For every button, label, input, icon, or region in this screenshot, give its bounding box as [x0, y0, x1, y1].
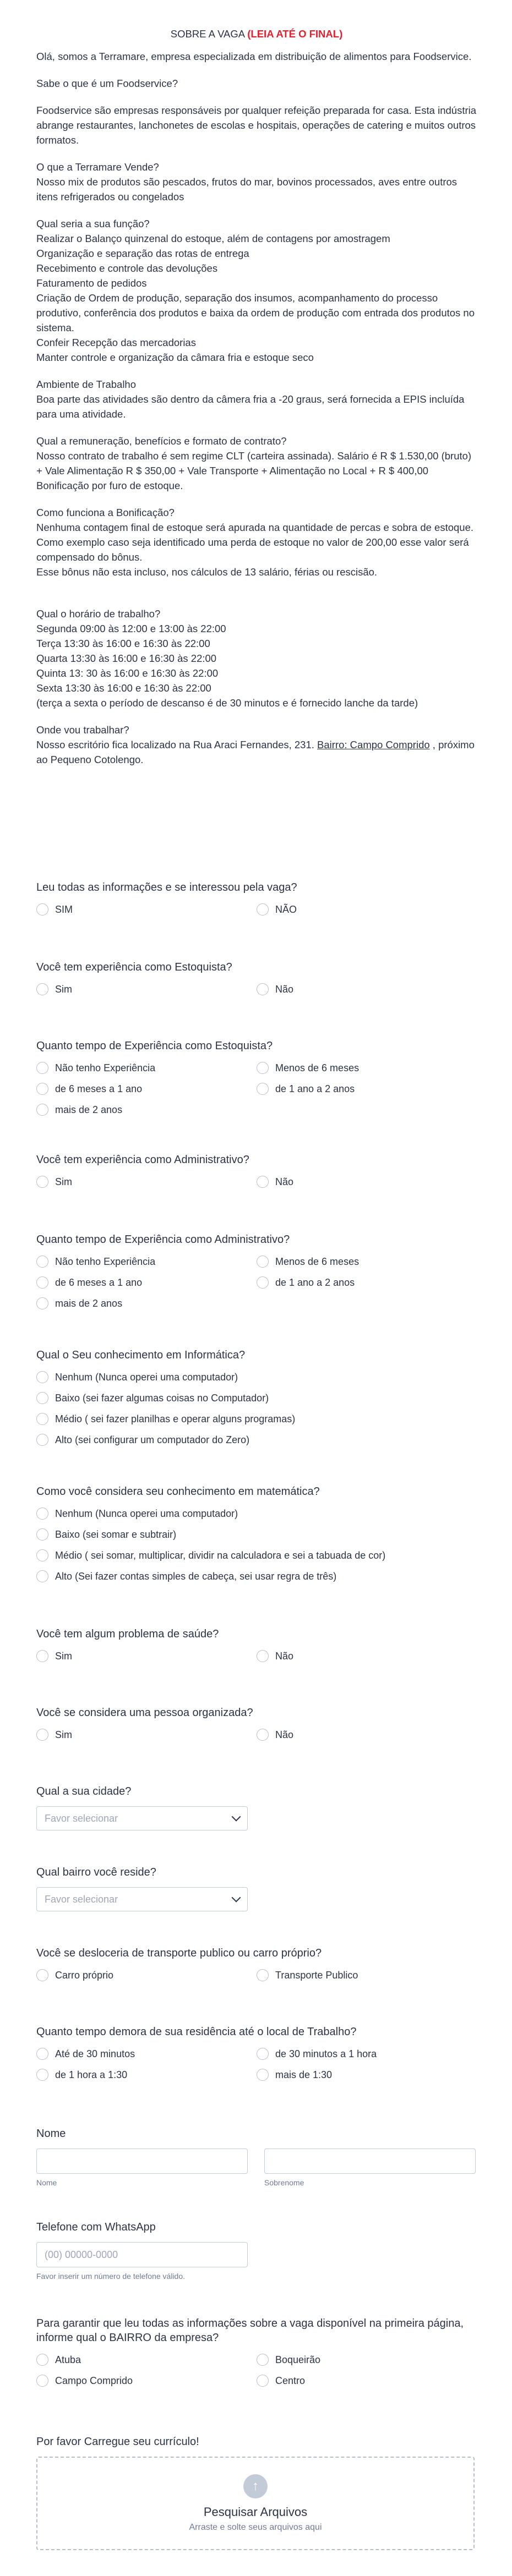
option-label: de 30 minutos a 1 hora: [275, 2048, 377, 2059]
radio-option[interactable]: [36, 1296, 185, 1311]
option-label: Menos de 6 meses: [275, 1062, 360, 1073]
radio-circle[interactable]: [257, 1083, 269, 1095]
chevron-down-icon: [232, 1893, 241, 1903]
radio-option[interactable]: [36, 1506, 422, 1521]
option-label: Sim: [55, 983, 72, 995]
option-label: de 6 meses a 1 ano: [55, 1276, 143, 1288]
radio-circle[interactable]: [36, 1297, 48, 1309]
radio-option[interactable]: [257, 1275, 405, 1290]
radio-option[interactable]: [36, 1968, 185, 1982]
intro-paragraph: Qual o horário de trabalho? Segunda 09:00 às 12:00 e 13:00 às 22:00 Terça 13:30 às 16:00 e 16:30 às 22:00 Quarta 13:30 às 16:00 e 16:30 às 22:00 Quinta 13: 30 às 16:00 e 16:30 às 22:00 Sexta 13:30 às 16:00 e 16:30 às 22:00 (terça a sexta o período de descanso é de 30 minutos e é fornecido lanche da tarde): [36, 608, 418, 709]
radio-option[interactable]: [257, 1968, 405, 1982]
radio-option[interactable]: [36, 902, 185, 917]
radio-option[interactable]: [36, 2068, 185, 2082]
neighborhood-select[interactable]: [36, 1887, 248, 1911]
question-admin-time: [36, 1232, 488, 1311]
upload-button-label[interactable]: Pesquisar Arquivos: [203, 2505, 308, 2519]
location-link[interactable]: Bairro: Campo Comprido: [317, 739, 430, 750]
radio-option[interactable]: [257, 1649, 405, 1663]
question-resume-upload: [36, 2435, 488, 2550]
question-transport: [36, 1946, 488, 1982]
option-label: Até de 30 minutos: [55, 2048, 135, 2059]
option-label: Não: [275, 983, 294, 995]
question-label: Leu todas as informações e se interessou pela vaga?: [36, 881, 297, 894]
radio-circle[interactable]: [257, 2354, 269, 2366]
question-label: Qual o Seu conhecimento em Informática?: [36, 1349, 246, 1361]
radio-option[interactable]: [257, 1254, 405, 1269]
radio-option[interactable]: [36, 2047, 185, 2061]
phone-help: Favor inserir um número de telefone válido.: [36, 2272, 186, 2281]
intro-paragraph: Sabe o que é um Foodservice?: [36, 78, 178, 89]
question-health: [36, 1627, 488, 1663]
upload-hint: Arraste e solte seus arquivos aqui: [189, 2523, 322, 2532]
radio-circle[interactable]: [36, 1729, 48, 1741]
radio-circle[interactable]: [257, 1256, 269, 1268]
option-label: de 6 meses a 1 ano: [55, 1083, 143, 1094]
radio-circle[interactable]: [257, 2375, 269, 2387]
radio-option[interactable]: [36, 1548, 422, 1563]
radio-option[interactable]: [36, 2353, 185, 2367]
question-label: Por favor Carregue seu currículo!: [36, 2436, 199, 2448]
question-interest: [36, 880, 488, 917]
radio-circle[interactable]: [36, 903, 48, 916]
radio-circle[interactable]: [36, 1528, 48, 1541]
radio-option[interactable]: [36, 1082, 185, 1096]
radio-option[interactable]: [36, 1370, 422, 1384]
option-label: Nenhum (Nunca operei uma computador): [55, 1508, 238, 1519]
option-label: Médio ( sei fazer planilhas e operar alguns programas): [55, 1413, 296, 1424]
question-company-neighborhood: [36, 2316, 488, 2388]
question-label: Você tem experiência como Estoquista?: [36, 961, 232, 973]
question-commute-time: [36, 2025, 488, 2082]
radio-circle[interactable]: [257, 1176, 269, 1188]
radio-circle[interactable]: [36, 983, 48, 995]
radio-option[interactable]: [257, 1728, 405, 1742]
radio-option[interactable]: [257, 2353, 405, 2367]
question-name: [36, 2126, 488, 2187]
question-stock-time: [36, 1039, 488, 1117]
radio-circle[interactable]: [36, 2069, 48, 2081]
radio-circle[interactable]: [36, 1508, 48, 1520]
radio-circle[interactable]: [257, 2048, 269, 2060]
phone-placeholder: (00) 00000-0000: [45, 2249, 118, 2260]
radio-option[interactable]: [36, 1412, 422, 1426]
option-label: mais de 2 anos: [55, 1297, 123, 1309]
option-label: Sim: [55, 1176, 72, 1187]
option-label: de 1 hora a 1:30: [55, 2069, 128, 2080]
radio-option[interactable]: [257, 1082, 405, 1096]
radio-circle[interactable]: [257, 1969, 269, 1981]
radio-circle[interactable]: [257, 983, 269, 995]
option-label: Alto (sei configurar um computador do Zero): [55, 1434, 250, 1445]
option-label: Não: [275, 1176, 294, 1187]
option-label: Não: [275, 1729, 294, 1740]
question-label: Para garantir que leu todas as informações sobre a vaga disponível na primeira página, informe qual o BAIRRO da empresa?: [36, 2317, 464, 2344]
radio-circle[interactable]: [36, 1570, 48, 1582]
radio-circle[interactable]: [36, 1083, 48, 1095]
question-label: Qual a sua cidade?: [36, 1785, 132, 1797]
radio-option[interactable]: [36, 1391, 422, 1405]
question-label: Você tem algum problema de saúde?: [36, 1628, 219, 1640]
radio-circle[interactable]: [36, 1276, 48, 1289]
option-label: Campo Comprido: [55, 2375, 133, 2386]
radio-option[interactable]: [36, 1275, 185, 1290]
file-upload-dropzone[interactable]: [36, 2457, 475, 2550]
radio-option[interactable]: [36, 982, 185, 996]
intro-paragraph-location: [36, 722, 477, 767]
radio-option[interactable]: [257, 1175, 405, 1189]
option-label: Atuba: [55, 2354, 81, 2365]
intro-paragraph: Qual seria a sua função? Realizar o Balanço quinzenal do estoque, além de contagens por amostragem Organização e separação das rotas de entrega Recebimento e controle das devoluções Faturamento de pedidos Criação de Ordem de produção, separação dos insumos, acompanhamento do processo produtivo, conferência dos produtos e baixa da ordem de produção com entrada dos produtos no sistema. Confeir Recepção das mercadorias Manter controle e organização da câmara fria e estoque seco: [36, 218, 475, 363]
intro-paragraph: Como funciona a Bonificação? Nenhuma contagem final de estoque será apurada na quantidade de percas e sobra de estoque. Como exemplo caso seja identificado uma perda de estoque no valor de 200,00 esse valor será compensado do bônus. Esse bônus não esta incluso, nos cálculos de 13 salário, férias ou rescisão.: [36, 507, 474, 578]
option-label: mais de 1:30: [275, 2069, 333, 2080]
option-label: Sim: [55, 1729, 72, 1740]
option-label: de 1 ano a 2 anos: [275, 1276, 355, 1288]
question-label: Quanto tempo de Experiência como Administrativo?: [36, 1234, 290, 1246]
intro-paragraph: Ambiente de Trabalho Boa parte das atividades são dentro da câmera fria a -20 graus, será fornecida a EPIS incluída para uma atividade.: [36, 379, 465, 420]
radio-circle[interactable]: [36, 1104, 48, 1116]
option-label: Transporte Publico: [275, 1969, 358, 1981]
radio-option[interactable]: [257, 1061, 405, 1075]
question-label: Nome: [36, 2128, 66, 2140]
job-title-warning: (LEIA ATÉ O FINAL): [247, 28, 343, 40]
question-label: Como você considera seu conhecimento em matemática?: [36, 1486, 320, 1498]
option-label: Carro próprio: [55, 1969, 114, 1981]
radio-option[interactable]: [36, 1433, 422, 1447]
intro-paragraph: Qual a remuneração, benefícios e formato de contrato? Nosso contrato de trabalho é sem regime CLT (carteira assinada). Salário é R $ 1.530,00 (bruto) + Vale Alimentação R $ 350,00 + Vale Transporte + Alimentação no Local + R $ 400,00 Bonificação por furo de estoque.: [36, 435, 472, 491]
radio-circle[interactable]: [36, 1413, 48, 1425]
intro-paragraph: Foodservice são empresas responsáveis por qualquer refeição preparada for casa. Esta indústria abrange restaurantes, lanchonetes de escolas e hospitais, operações de catering e muitos outros formatos.: [36, 105, 477, 146]
radio-circle[interactable]: [36, 2354, 48, 2366]
option-label: Baixo (sei fazer algumas coisas no Computador): [55, 1392, 269, 1404]
option-label: Não tenho Experiência: [55, 1256, 156, 1267]
option-label: SIM: [55, 903, 73, 915]
option-label: Centro: [275, 2375, 306, 2386]
option-label: Não: [275, 1650, 294, 1662]
radio-circle[interactable]: [36, 1549, 48, 1561]
option-label: Alto (Sei fazer contas simples de cabeça, sei usar regra de três): [55, 1570, 337, 1582]
radio-circle[interactable]: [257, 1062, 269, 1074]
radio-option[interactable]: [36, 1728, 185, 1742]
intro-paragraph: Olá, somos a Terramare, empresa especializada em distribuição de alimentos para Foodservice.: [36, 51, 472, 62]
job-title: [36, 26, 477, 41]
question-label: Você se desloceria de transporte publico ou carro próprio?: [36, 1947, 322, 1959]
last-name-input[interactable]: [264, 2149, 476, 2174]
job-description: [36, 26, 477, 779]
question-computer-skill: [36, 1348, 488, 1447]
radio-option[interactable]: [36, 1569, 422, 1583]
intro-paragraph: O que a Terramare Vende? Nosso mix de produtos são pescados, frutos do mar, bovinos processados, aves entre outros itens refrigerados ou congelados: [36, 161, 457, 202]
question-label: Quanto tempo de Experiência como Estoquista?: [36, 1040, 273, 1052]
radio-circle[interactable]: [36, 1650, 48, 1662]
option-label: NÃO: [275, 903, 297, 915]
radio-circle[interactable]: [36, 1969, 48, 1981]
radio-option[interactable]: [36, 1103, 185, 1117]
radio-circle[interactable]: [36, 2048, 48, 2060]
question-label: Quanto tempo demora de sua residência até o local de Trabalho?: [36, 2026, 357, 2038]
question-organized: [36, 1706, 488, 1742]
cloud-upload-icon: ↑: [243, 2474, 268, 2498]
option-label: Baixo (sei somar e subtrair): [55, 1528, 177, 1540]
radio-option[interactable]: [257, 982, 405, 996]
chevron-down-icon: [232, 1812, 241, 1822]
question-label: Qual bairro você reside?: [36, 1866, 156, 1878]
radio-circle[interactable]: [36, 1434, 48, 1446]
option-label: Médio ( sei somar, multiplicar, dividir na calculadora e sei a tabuada de cor): [55, 1549, 386, 1561]
radio-circle[interactable]: [257, 2069, 269, 2081]
radio-option[interactable]: [257, 2047, 405, 2061]
radio-circle[interactable]: [257, 903, 269, 916]
option-label: Boqueirão: [275, 2354, 321, 2365]
question-neighborhood: [36, 1865, 488, 1911]
radio-circle[interactable]: [257, 1650, 269, 1662]
radio-option[interactable]: [257, 2374, 405, 2388]
option-label: de 1 ano a 2 anos: [275, 1083, 355, 1094]
question-label: Você tem experiência como Administrativo?: [36, 1154, 249, 1166]
first-name-input[interactable]: [36, 2149, 248, 2174]
question-math-skill: [36, 1484, 488, 1583]
last-name-sublabel: Sobrenome: [264, 2178, 304, 2187]
radio-option[interactable]: [36, 1254, 185, 1269]
radio-circle[interactable]: [36, 1256, 48, 1268]
option-label: Sim: [55, 1650, 72, 1662]
option-label: mais de 2 anos: [55, 1104, 123, 1115]
radio-option[interactable]: [36, 2374, 185, 2388]
location-text-end: , próximo ao Pequeno Cotolengo.: [36, 739, 475, 765]
option-label: Menos de 6 meses: [275, 1256, 360, 1267]
radio-circle[interactable]: [36, 1392, 48, 1404]
radio-circle[interactable]: [36, 1062, 48, 1074]
radio-circle[interactable]: [36, 1371, 48, 1383]
question-label: Telefone com WhatsApp: [36, 2221, 156, 2233]
radio-circle[interactable]: [257, 1276, 269, 1289]
radio-option[interactable]: [36, 1061, 185, 1075]
location-text: Onde vou trabalhar? Nosso escritório fica localizado na Rua Araci Fernandes, 231.: [36, 724, 314, 750]
first-name-sublabel: Nome: [36, 2178, 57, 2187]
phone-input[interactable]: [36, 2242, 248, 2267]
radio-option[interactable]: [36, 1649, 185, 1663]
radio-option[interactable]: [257, 2068, 405, 2082]
question-admin-experience: [36, 1153, 488, 1189]
radio-option[interactable]: [257, 902, 405, 917]
select-placeholder: Favor selecionar: [45, 1812, 118, 1824]
radio-circle[interactable]: [36, 1176, 48, 1188]
question-phone: [36, 2220, 488, 2281]
job-title-text: SOBRE A VAGA: [170, 28, 248, 40]
select-placeholder: Favor selecionar: [45, 1893, 118, 1905]
question-city: [36, 1784, 488, 1830]
radio-circle[interactable]: [257, 1729, 269, 1741]
radio-option[interactable]: [36, 1175, 185, 1189]
city-select[interactable]: [36, 1806, 248, 1830]
option-label: Nenhum (Nunca operei uma computador): [55, 1371, 238, 1383]
option-label: Não tenho Experiência: [55, 1062, 156, 1073]
radio-circle[interactable]: [36, 2375, 48, 2387]
question-label: Você se considera uma pessoa organizada?: [36, 1707, 253, 1719]
radio-option[interactable]: [36, 1527, 422, 1542]
question-stock-experience: [36, 960, 488, 996]
